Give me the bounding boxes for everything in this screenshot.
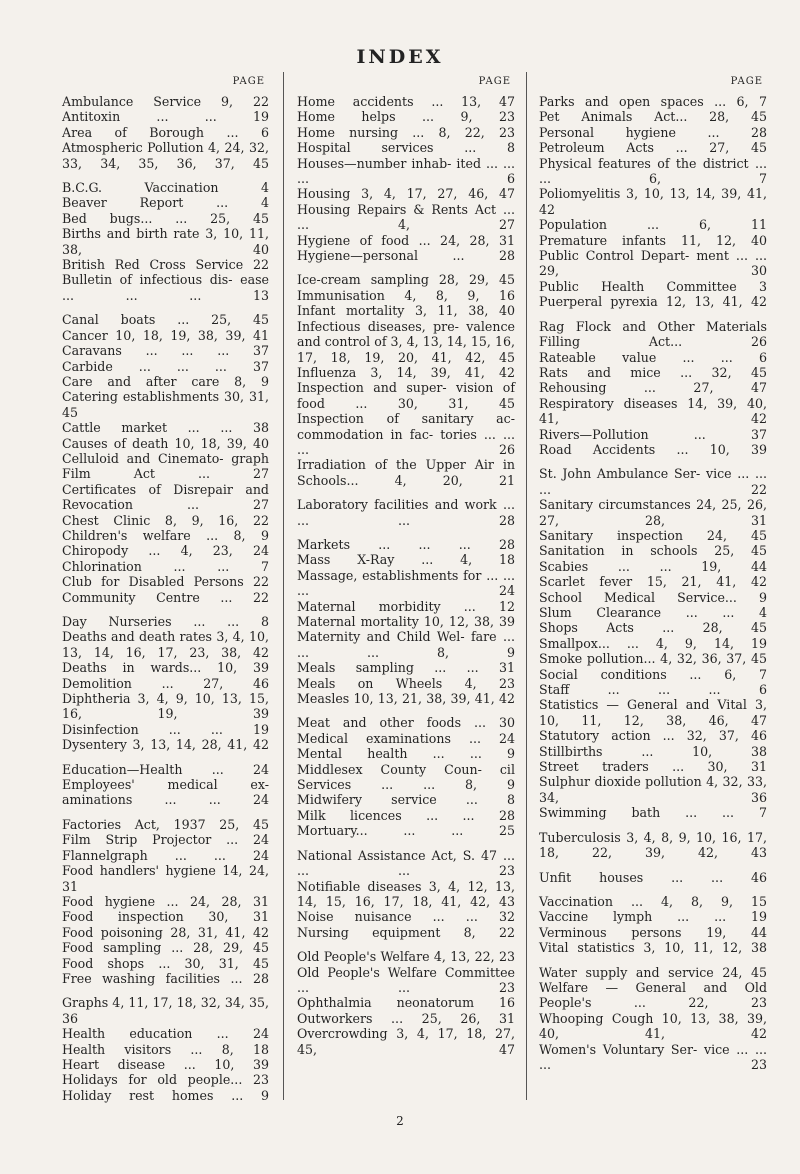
index-entry: Public Health Committee 3 bbox=[539, 278, 767, 294]
index-entry: Children's welfare ... 8, 9 bbox=[62, 527, 269, 543]
index-entry: Scabies ... ... 19, 44 bbox=[539, 558, 767, 574]
index-entry: Middlesex County Coun- cil Services ... ... 8, 9 bbox=[297, 761, 515, 793]
index-entry: Maternity and Child Wel- fare ... ... ... 8, 9 bbox=[297, 629, 515, 660]
index-entry: Statutory action ... 32, 37, 46 bbox=[539, 728, 767, 744]
index-entry: Personal hygiene ... 28 bbox=[539, 124, 767, 140]
index-entry: Antitoxin ... ... 19 bbox=[62, 109, 269, 125]
column-header: PAGE bbox=[730, 76, 763, 87]
page-title: INDEX bbox=[356, 46, 444, 68]
index-entry: Irradiation of the Upper Air in Schools... 4, 20, 21 bbox=[297, 457, 515, 488]
index-entry: Stillbirths ... 10, 38 bbox=[539, 743, 767, 759]
index-entry: Statistics — General and Vital 3, 10, 11, 12, 38, 46, 47 bbox=[539, 697, 767, 728]
index-entry: Deaths and death rates 3, 4, 10, 13, 14, 16, 17, 23, 38, 42 bbox=[62, 629, 269, 660]
index-entry: Smallpox... ... 4, 9, 14, 19 bbox=[539, 635, 767, 651]
index-entry: Area of Borough ... 6 bbox=[62, 124, 269, 140]
index-entry: Births and birth rate 3, 10, 11, 38, 40 bbox=[62, 226, 269, 257]
index-entry: Certificates of Disrepair and Revocation ... 27 bbox=[62, 481, 269, 513]
index-entry: Nursing equipment 8, 22 bbox=[297, 924, 515, 940]
index-entry: Smoke pollution... 4, 32, 36, 37, 45 bbox=[539, 651, 767, 667]
index-column-3 bbox=[539, 74, 767, 1072]
index-entry: Physical features of the district ... ... 6, 7 bbox=[539, 155, 767, 187]
index-entry: Old People's Welfare 4, 13, 22, 23 bbox=[297, 949, 515, 965]
index-entry: Respiratory diseases 14, 39, 40, 41, 42 bbox=[539, 395, 767, 427]
index-entry: Dysentery 3, 13, 14, 28, 41, 42 bbox=[62, 737, 269, 753]
index-entry: Atmospheric Pollution 4, 24, 32, 33, 34, 35, 36, 37, 45 bbox=[62, 140, 269, 171]
index-entry: Hospital services ... 8 bbox=[297, 140, 515, 156]
index-entry: Midwifery service ... 8 bbox=[297, 792, 515, 808]
index-entry: Overcrowding 3, 4, 17, 18, 27, 45, 47 bbox=[297, 1026, 515, 1057]
index-entry: Home nursing ... 8, 22, 23 bbox=[297, 124, 515, 140]
index-entry: Women's Voluntary Ser- vice ... ... ... 23 bbox=[539, 1041, 767, 1072]
index-entry: Ice-cream sampling 28, 29, 45 bbox=[297, 272, 515, 288]
column-divider bbox=[526, 72, 527, 1100]
index-entry: Catering establishments 30, 31, 45 bbox=[62, 389, 269, 420]
index-entry: Care and after care 8, 9 bbox=[62, 373, 269, 389]
column-header: PAGE bbox=[232, 76, 265, 87]
index-entry: Influenza 3, 14, 39, 41, 42 bbox=[297, 364, 515, 380]
index-entry: B.C.G. Vaccination 4 bbox=[62, 180, 269, 196]
index-entry: Graphs 4, 11, 17, 18, 32, 34, 35, 36 bbox=[62, 995, 269, 1026]
index-entry: School Medical Service... 9 bbox=[539, 589, 767, 605]
index-entry: Markets ... ... ... 28 bbox=[297, 536, 515, 552]
index-entry: Sanitary inspection 24, 45 bbox=[539, 527, 767, 543]
index-entry: Outworkers ... 25, 26, 31 bbox=[297, 1010, 515, 1026]
index-entry: Noise nuisance ... ... 32 bbox=[297, 909, 515, 925]
index-entry: Rivers—Pollution ... 37 bbox=[539, 426, 767, 442]
index-entry: Cancer 10, 18, 19, 38, 39, 41 bbox=[62, 327, 269, 343]
index-entry: Vaccine lymph ... ... 19 bbox=[539, 909, 767, 925]
index-entry: Swimming bath ... ... 7 bbox=[539, 805, 767, 821]
index-entry: Meat and other foods ... 30 bbox=[297, 715, 515, 731]
index-entry: Food handlers' hygiene 14, 24, 31 bbox=[62, 863, 269, 894]
index-entry: Notifiable diseases 3, 4, 12, 13, 14, 15, 16, 17, 18, 41, 42, 43 bbox=[297, 878, 515, 909]
index-entry: Premature infants 11, 12, 40 bbox=[539, 232, 767, 248]
index-entry: Maternal mortality 10, 12, 38, 39 bbox=[297, 614, 515, 629]
index-entry: Community Centre ... 22 bbox=[62, 589, 269, 605]
index-entry: Massage, establishments for ... ... ... 24 bbox=[297, 567, 515, 599]
index-entry: Heart disease ... 10, 39 bbox=[62, 1056, 269, 1072]
index-entry: Food inspection 30, 31 bbox=[62, 909, 269, 925]
index-entry: Population ... 6, 11 bbox=[539, 217, 767, 233]
index-entry: Infant mortality 3, 11, 38, 40 bbox=[297, 303, 515, 319]
index-entry: Welfare — General and Old People's ... 22, 23 bbox=[539, 979, 767, 1011]
index-entry: Scarlet fever 15, 21, 41, 42 bbox=[539, 574, 767, 590]
index-entry: Old People's Welfare Committee ... ... 23 bbox=[297, 964, 515, 995]
index-entry: St. John Ambulance Ser- vice ... ... ... 22 bbox=[539, 466, 767, 497]
index-entry: Tuberculosis 3, 4, 8, 9, 10, 16, 17, 18, 22, 39, 42, 43 bbox=[539, 829, 767, 861]
index-entry: Laboratory facilities and work ... ... ... 28 bbox=[297, 497, 515, 528]
index-entry: Public Control Depart- ment ... ... 29, 30 bbox=[539, 248, 767, 279]
index-column-2 bbox=[297, 74, 515, 1057]
index-entry: Bed bugs... ... 25, 45 bbox=[62, 210, 269, 226]
index-entry: Social conditions ... 6, 7 bbox=[539, 666, 767, 682]
index-entry: Measles 10, 13, 21, 38, 39, 41, 42 bbox=[297, 691, 515, 707]
index-entry: Vaccination ... 4, 8, 9, 15 bbox=[539, 893, 767, 909]
index-entry: Bulletin of infectious dis- ease ... ... ... 13 bbox=[62, 272, 269, 303]
index-entry: Staff ... ... ... 6 bbox=[539, 682, 767, 698]
index-entry: Street traders ... 30, 31 bbox=[539, 759, 767, 775]
entry-list bbox=[539, 94, 767, 1072]
index-entry: Milk licences ... ... 28 bbox=[297, 807, 515, 823]
index-entry: Demolition ... 27, 46 bbox=[62, 675, 269, 691]
index-entry: Hygiene—personal ... 28 bbox=[297, 248, 515, 264]
index-entry: Employees' medical ex- aminations ... ... 24 bbox=[62, 777, 269, 808]
column-header: PAGE bbox=[478, 76, 511, 87]
index-entry: Caravans ... ... ... 37 bbox=[62, 343, 269, 359]
index-entry: Medical examinations ... 24 bbox=[297, 730, 515, 746]
index-entry: Mass X-Ray ... 4, 18 bbox=[297, 552, 515, 568]
index-entry: Poliomyelitis 3, 10, 13, 14, 39, 41, 42 bbox=[539, 186, 767, 217]
index-entry: Food shops ... 30, 31, 45 bbox=[62, 955, 269, 971]
column-divider bbox=[283, 72, 284, 1100]
index-entry: Health education ... 24 bbox=[62, 1026, 269, 1042]
index-entry: Puerperal pyrexia 12, 13, 41, 42 bbox=[539, 294, 767, 310]
index-entry: Rehousing ... 27, 47 bbox=[539, 380, 767, 396]
index-entry: Water supply and service 24, 45 bbox=[539, 964, 767, 980]
index-entry: Houses—number inhab- ited ... ... ... 6 bbox=[297, 155, 515, 187]
index-entry: Rats and mice ... 32, 45 bbox=[539, 364, 767, 380]
index-entry: Education—Health ... 24 bbox=[62, 761, 269, 777]
index-entry: Holiday rest homes ... 9 bbox=[62, 1087, 269, 1103]
index-entry: Ophthalmia neonatorum 16 bbox=[297, 995, 515, 1011]
index-entry: Carbide ... ... ... 37 bbox=[62, 358, 269, 374]
index-entry: Chiropody ... 4, 23, 24 bbox=[62, 543, 269, 559]
index-entry: Canal boats ... 25, 45 bbox=[62, 312, 269, 328]
index-entry: Flannelgraph ... ... 24 bbox=[62, 847, 269, 863]
index-entry: Inspection of sanitary ac- commodation in fac- tories ... ... ... 26 bbox=[297, 411, 515, 457]
index-entry: Immunisation 4, 8, 9, 16 bbox=[297, 287, 515, 303]
index-entry: Holidays for old people... 23 bbox=[62, 1072, 269, 1088]
index-entry: Factories Act, 1937 25, 45 bbox=[62, 816, 269, 832]
index-entry: Disinfection ... ... 19 bbox=[62, 721, 269, 737]
index-entry: Diphtheria 3, 4, 9, 10, 13, 15, 16, 19, 39 bbox=[62, 691, 269, 722]
index-entry: Food sampling ... 28, 29, 45 bbox=[62, 940, 269, 956]
index-entry: Shops Acts ... 28, 45 bbox=[539, 620, 767, 636]
entry-list bbox=[62, 94, 269, 1103]
index-entry: Mortuary... ... ... 25 bbox=[297, 823, 515, 839]
index-entry: Road Accidents ... 10, 39 bbox=[539, 441, 767, 457]
index-entry: Health visitors ... 8, 18 bbox=[62, 1041, 269, 1057]
entry-list bbox=[297, 94, 515, 1057]
index-entry: Housing 3, 4, 17, 27, 46, 47 bbox=[297, 186, 515, 202]
index-entry: Sanitation in schools 25, 45 bbox=[539, 543, 767, 559]
index-entry: Infectious diseases, pre- valence and control of 3, 4, 13, 14, 15, 16, 17, 18, 19, 20, 41, 42, 45 bbox=[297, 318, 515, 365]
index-entry: National Assistance Act, S. 47 ... ... ... 23 bbox=[297, 847, 515, 879]
index-entry: Parks and open spaces ... 6, 7 bbox=[539, 94, 767, 109]
index-entry: Hygiene of food ... 24, 28, 31 bbox=[297, 232, 515, 248]
index-entry: Petroleum Acts ... 27, 45 bbox=[539, 140, 767, 156]
index-entry: Beaver Report ... 4 bbox=[62, 195, 269, 211]
index-entry: Celluloid and Cinemato- graph Film Act ... 27 bbox=[62, 450, 269, 482]
index-entry: Rag Flock and Other Materials Filling Act... 26 bbox=[539, 318, 767, 350]
index-entry: Chlorination ... ... 7 bbox=[62, 558, 269, 574]
index-entry: Meals on Wheels 4, 23 bbox=[297, 675, 515, 691]
index-entry: Meals sampling ... ... 31 bbox=[297, 660, 515, 676]
index-entry: Sanitary circumstances 24, 25, 26, 27, 28, 31 bbox=[539, 497, 767, 528]
index-entry: Food hygiene ... 24, 28, 31 bbox=[62, 893, 269, 909]
index-entry: Verminous persons 19, 44 bbox=[539, 924, 767, 940]
page-number: 2 bbox=[396, 1114, 404, 1128]
index-column-1 bbox=[62, 74, 269, 1103]
index-entry: Slum Clearance ... ... 4 bbox=[539, 605, 767, 620]
index-entry: Day Nurseries ... ... 8 bbox=[62, 614, 269, 629]
index-entry: Ambulance Service 9, 22 bbox=[62, 94, 269, 109]
index-entry: Causes of death 10, 18, 39, 40 bbox=[62, 435, 269, 451]
index-entry: Pet Animals Act... 28, 45 bbox=[539, 109, 767, 125]
index-entry: Sulphur dioxide pollution 4, 32, 33, 34, 36 bbox=[539, 774, 767, 805]
index-entry: Home accidents ... 13, 47 bbox=[297, 94, 515, 109]
index-entry: Mental health ... ... 9 bbox=[297, 746, 515, 762]
index-entry: British Red Cross Service 22 bbox=[62, 257, 269, 273]
index-entry: Unfit houses ... ... 46 bbox=[539, 869, 767, 885]
index-entry: Home helps ... 9, 23 bbox=[297, 109, 515, 125]
index-entry: Deaths in wards... 10, 39 bbox=[62, 660, 269, 676]
index-entry: Cattle market ... ... 38 bbox=[62, 420, 269, 436]
index-entry: Club for Disabled Persons 22 bbox=[62, 574, 269, 590]
index-entry: Rateable value ... ... 6 bbox=[539, 349, 767, 365]
index-entry: Maternal morbidity ... 12 bbox=[297, 598, 515, 614]
index-entry: Food poisoning 28, 31, 41, 42 bbox=[62, 924, 269, 940]
index-entry: Inspection and super- vision of food ... 30, 31, 45 bbox=[297, 380, 515, 411]
index-entry: Housing Repairs & Rents Act ... ... 4, 27 bbox=[297, 201, 515, 233]
index-entry: Chest Clinic 8, 9, 16, 22 bbox=[62, 512, 269, 528]
index-entry: Whooping Cough 10, 13, 38, 39, 40, 41, 42 bbox=[539, 1010, 767, 1042]
index-entry: Free washing facilities ... 28 bbox=[62, 970, 269, 986]
index-entry: Film Strip Projector ... 24 bbox=[62, 832, 269, 848]
index-entry: Vital statistics 3, 10, 11, 12, 38 bbox=[539, 940, 767, 956]
